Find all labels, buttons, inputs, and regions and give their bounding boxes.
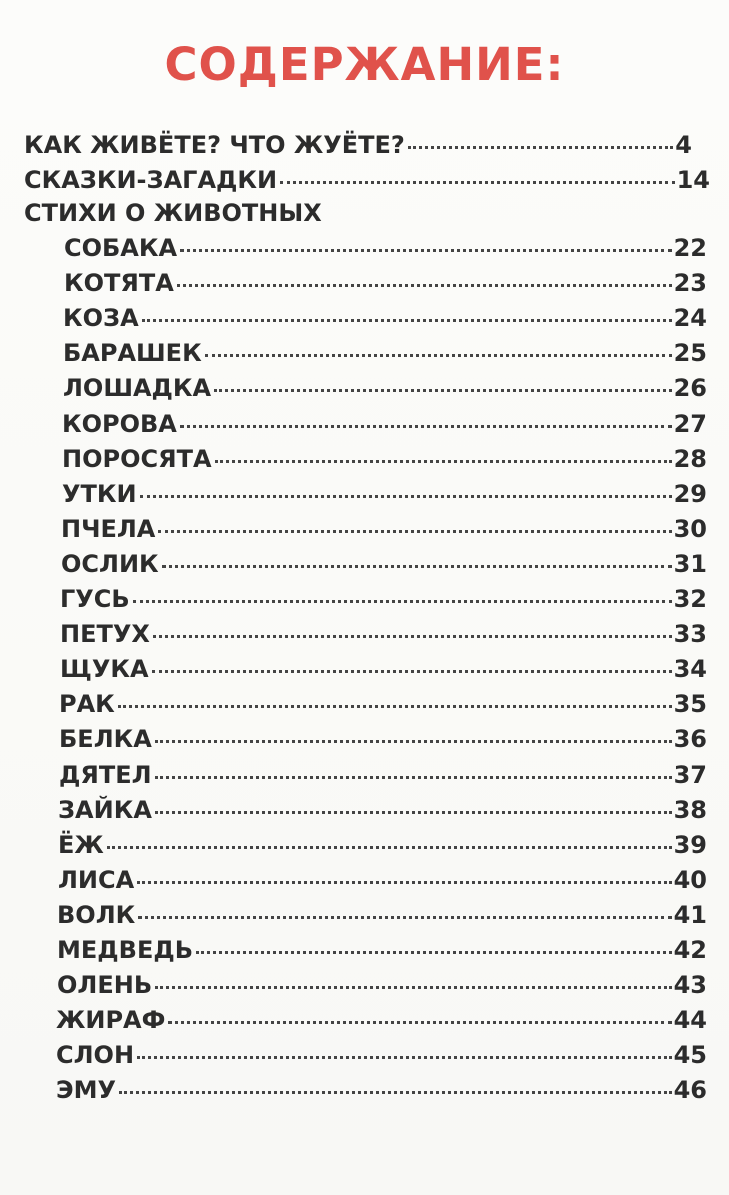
toc-entry-page: 28 xyxy=(673,445,707,473)
toc-entry-poem[interactable] xyxy=(61,549,707,579)
toc-entry-poem[interactable] xyxy=(59,724,707,754)
dot-leader xyxy=(155,811,672,814)
toc-entry-poem[interactable] xyxy=(60,654,707,684)
toc-entry-title: ОЛЕНЬ xyxy=(57,971,153,999)
dot-leader xyxy=(280,181,675,184)
toc-entry-title: ВОЛК xyxy=(57,901,136,929)
toc-entry-title: ЛИСА xyxy=(58,866,135,894)
dot-leader xyxy=(155,986,671,989)
toc-entry-page: 46 xyxy=(673,1076,707,1104)
toc-entry-title: ПЕТУХ xyxy=(60,620,150,648)
toc-entry-page: 39 xyxy=(673,831,707,859)
toc-entry-page: 29 xyxy=(673,480,707,508)
toc-group-heading: СТИХИ О ЖИВОТНЫХ xyxy=(24,199,322,227)
toc-entry-poem[interactable] xyxy=(57,970,707,1000)
toc-entry-page: 14 xyxy=(676,166,710,194)
dot-leader xyxy=(119,1091,672,1094)
toc-entry-page: 40 xyxy=(673,866,707,894)
toc-entry-page: 22 xyxy=(673,234,707,262)
toc-entry-title: ЖИРАФ xyxy=(56,1006,166,1034)
toc-entry-page: 36 xyxy=(673,725,707,753)
dot-leader xyxy=(138,916,671,919)
toc-entry-page: 43 xyxy=(673,971,707,999)
toc-entry-title: КАК ЖИВЁТЕ? ЧТО ЖУЁТЕ? xyxy=(24,131,405,159)
dot-leader xyxy=(153,635,672,638)
dot-leader xyxy=(137,1056,672,1059)
toc-entry-poem[interactable] xyxy=(56,1005,707,1035)
toc-entry-poem[interactable] xyxy=(57,935,707,965)
toc-entry-page: 4 xyxy=(675,131,692,159)
dot-leader xyxy=(168,1021,671,1024)
toc-entry-title: ПЧЕЛА xyxy=(61,515,156,543)
toc-entry-title: БЕЛКА xyxy=(59,725,152,753)
page-title: СОДЕРЖАНИЕ: xyxy=(164,38,565,91)
dot-leader xyxy=(140,495,672,498)
toc-entry-poem[interactable] xyxy=(62,444,707,474)
toc-entry-page: 38 xyxy=(673,796,707,824)
toc-entry-section[interactable] xyxy=(24,165,710,195)
toc-entry-poem[interactable] xyxy=(59,689,707,719)
dot-leader xyxy=(180,249,672,252)
toc-entry-title: КОЗА xyxy=(63,304,139,332)
toc-entry-title: ЭМУ xyxy=(56,1076,116,1104)
toc-entry-title: ПОРОСЯТА xyxy=(62,445,212,473)
toc-entry-title: ГУСЬ xyxy=(60,585,130,613)
toc-entry-page: 24 xyxy=(673,304,707,332)
toc-entry-page: 44 xyxy=(673,1006,707,1034)
dot-leader xyxy=(158,530,671,533)
dot-leader xyxy=(196,951,672,954)
toc-entry-poem[interactable] xyxy=(62,409,707,439)
toc-entry-poem[interactable] xyxy=(60,619,707,649)
dot-leader xyxy=(214,389,671,392)
toc-entry-poem[interactable] xyxy=(56,1075,707,1105)
toc-entry-title: ОСЛИК xyxy=(61,550,159,578)
toc-entry-title: КОРОВА xyxy=(62,410,177,438)
dot-leader xyxy=(107,846,672,849)
toc-entry-page: 31 xyxy=(673,550,707,578)
toc-entry-poem[interactable] xyxy=(59,760,707,790)
toc-entry-poem[interactable] xyxy=(56,1040,707,1070)
toc-entry-page: 45 xyxy=(673,1041,707,1069)
dot-leader xyxy=(155,776,672,779)
toc-entry-title: ЩУКА xyxy=(60,655,149,683)
toc-entry-page: 27 xyxy=(673,410,707,438)
dot-leader xyxy=(118,705,672,708)
dot-leader xyxy=(133,600,672,603)
toc-entry-poem[interactable] xyxy=(58,830,707,860)
toc-entry-poem[interactable] xyxy=(61,514,707,544)
toc-entry-page: 30 xyxy=(673,515,707,543)
toc-entry-title: СОБАКА xyxy=(64,234,178,262)
dot-leader xyxy=(215,460,672,463)
toc-entry-title: ЗАЙКА xyxy=(58,796,152,824)
toc-entry-page: 35 xyxy=(673,690,707,718)
dot-leader xyxy=(205,354,672,357)
toc-entry-title: БАРАШЕК xyxy=(63,339,202,367)
dot-leader xyxy=(180,425,672,428)
toc-entry-title: СКАЗКИ-ЗАГАДКИ xyxy=(24,166,278,194)
toc-entry-poem[interactable] xyxy=(64,268,707,298)
dot-leader xyxy=(408,146,673,149)
toc-entry-poem[interactable] xyxy=(57,900,707,930)
toc-entry-page: 33 xyxy=(673,620,707,648)
toc-entry-poem[interactable] xyxy=(63,303,707,333)
toc-entry-page: 34 xyxy=(673,655,707,683)
toc-entry-poem[interactable] xyxy=(63,373,707,403)
toc-entry-title: УТКИ xyxy=(62,480,137,508)
toc-entry-title: КОТЯТА xyxy=(64,269,174,297)
dot-leader xyxy=(142,319,672,322)
toc-entry-poem[interactable] xyxy=(58,865,707,895)
toc-entry-page: 37 xyxy=(673,761,707,789)
toc-entry-title: МЕДВЕДЬ xyxy=(57,936,194,964)
toc-entry-poem[interactable] xyxy=(58,795,707,825)
toc-entry-page: 41 xyxy=(673,901,707,929)
toc-entry-section[interactable] xyxy=(24,130,692,160)
toc-entry-title: СЛОН xyxy=(56,1041,135,1069)
toc-entry-title: РАК xyxy=(59,690,115,718)
dot-leader xyxy=(137,881,671,884)
toc-entry-title: ЁЖ xyxy=(58,831,104,859)
toc-entry-poem[interactable] xyxy=(64,233,707,263)
dot-leader xyxy=(152,670,672,673)
dot-leader xyxy=(162,565,672,568)
toc-entry-title: ЛОШАДКА xyxy=(63,374,212,402)
toc-entry-page: 42 xyxy=(673,936,707,964)
toc-entry-page: 26 xyxy=(673,374,707,402)
toc-entry-poem[interactable] xyxy=(60,584,707,614)
toc-entry-page: 25 xyxy=(673,339,707,367)
toc-entry-page: 32 xyxy=(673,585,707,613)
toc-entry-poem[interactable] xyxy=(62,479,707,509)
dot-leader xyxy=(177,284,672,287)
toc-entry-poem[interactable] xyxy=(63,338,707,368)
toc-entry-page: 23 xyxy=(673,269,707,297)
toc-entry-title: ДЯТЕЛ xyxy=(59,761,152,789)
dot-leader xyxy=(155,740,672,743)
